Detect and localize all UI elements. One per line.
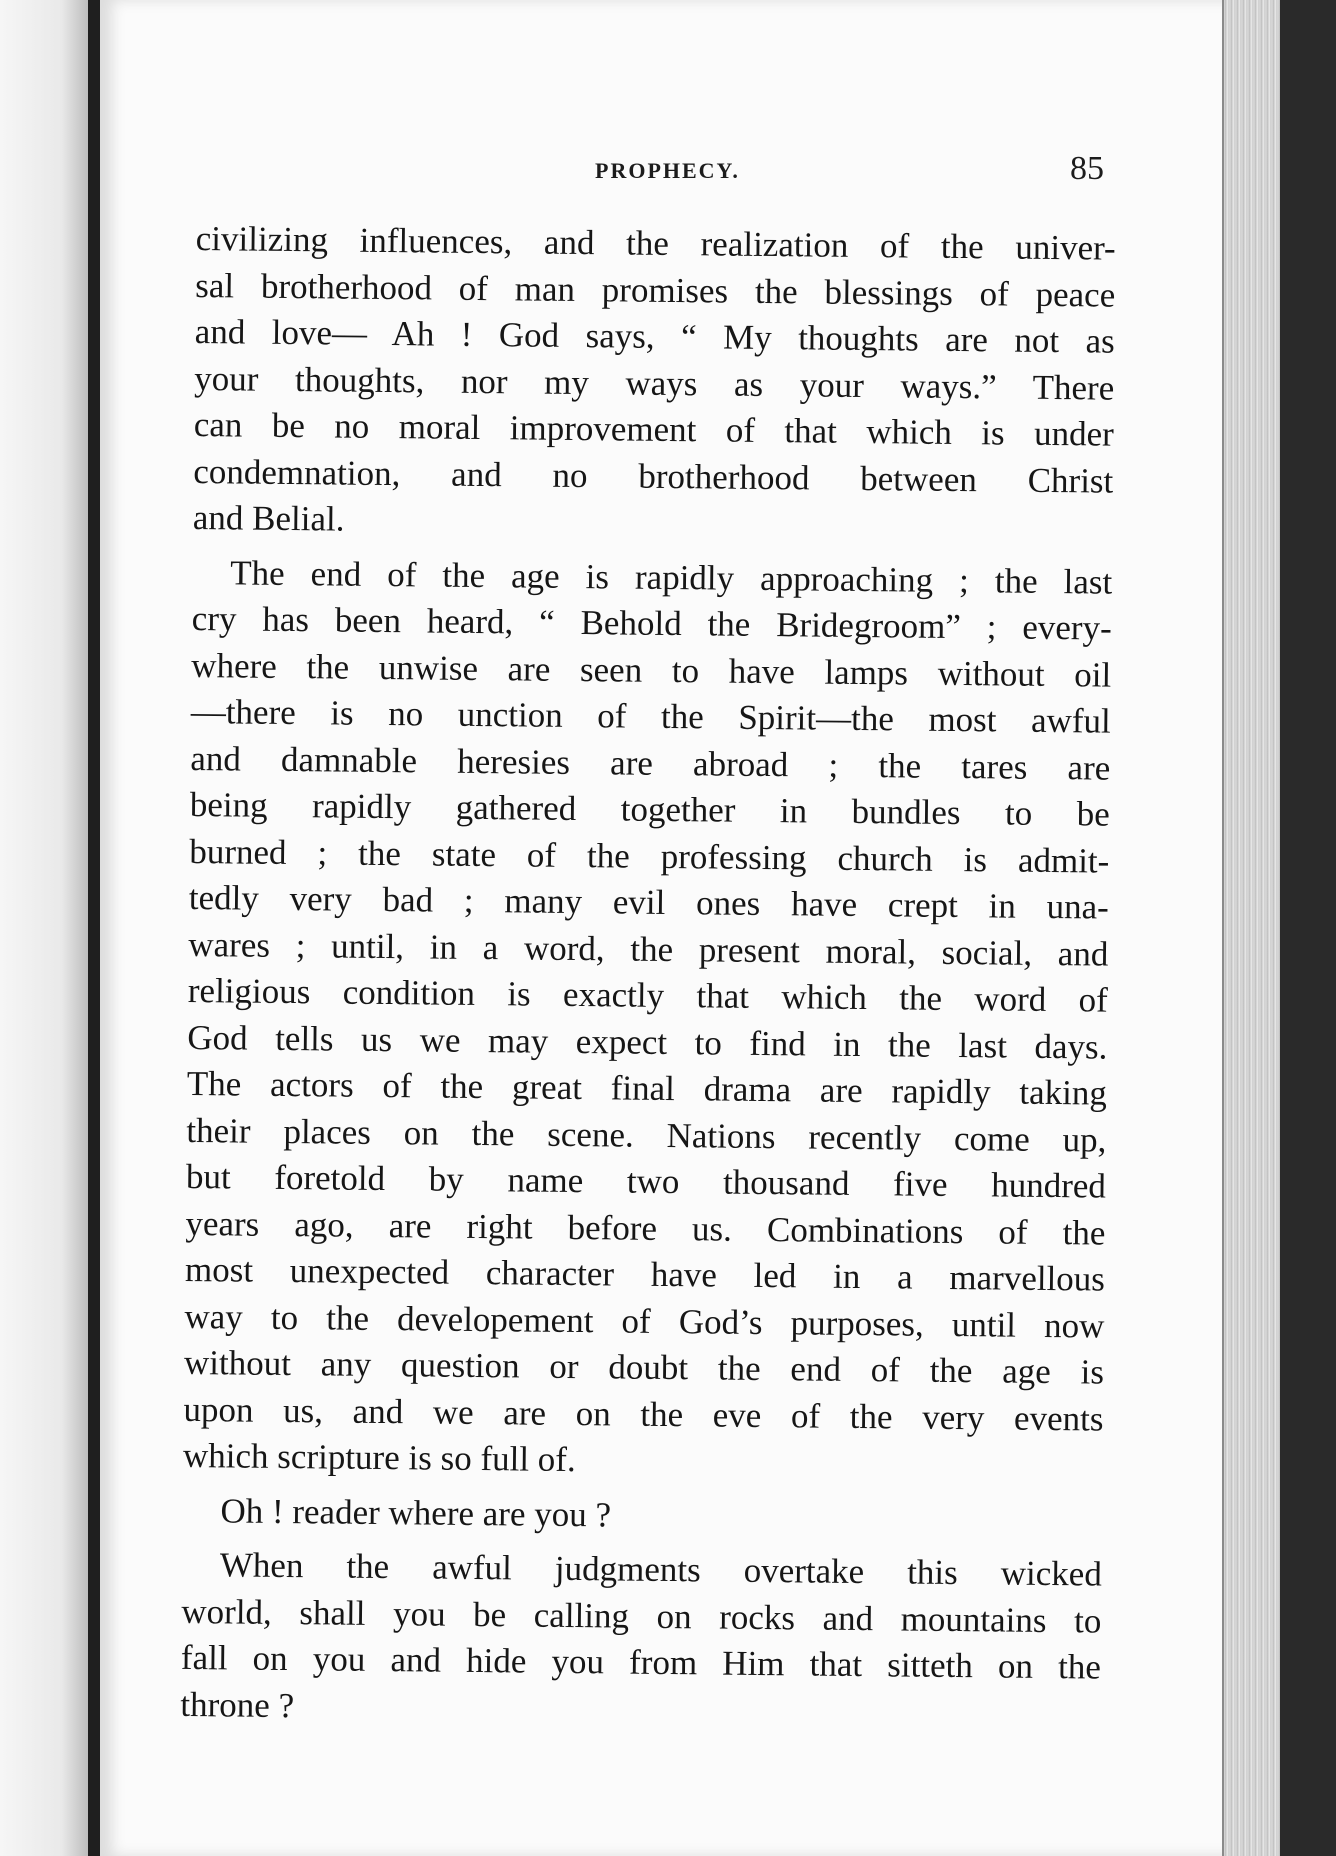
text-line: and damnable heresies are abroad ; the tares are <box>190 738 1111 788</box>
text-line: The actors of the great final drama are rapidly taking <box>186 1063 1108 1113</box>
text-line: world, shall you be calling on rocks and mountains to <box>181 1591 1102 1641</box>
text-line: upon us, and we are on the eve of the very events <box>183 1389 1104 1439</box>
text-line: and love— Ah ! God says, “ My thoughts are not as <box>194 311 1115 361</box>
text-line: years ago, are right before us. Combinations of the <box>185 1203 1106 1253</box>
text-line: without any question or doubt the end of the age is <box>183 1342 1105 1392</box>
text-line: most unexpected character have led in a marvellous <box>184 1249 1106 1299</box>
body-text <box>180 216 1116 1746</box>
text-line: The end of the age is rapidly approaching ; the last <box>230 552 1113 602</box>
paragraph <box>180 1542 1102 1738</box>
text-line: —there is no unction of the Spirit—the most awful <box>190 691 1111 741</box>
page-number: 85 <box>1070 150 1104 187</box>
text-line: Oh ! reader where are you ? <box>220 1490 612 1534</box>
running-head <box>0 150 1336 200</box>
text-line: their places on the scene. Nations recently come up, <box>186 1110 1107 1160</box>
text-line: God tells us we may expect to find in the last days. <box>187 1017 1108 1067</box>
text-line: religious condition is exactly that which the word of <box>187 970 1109 1020</box>
text-line: throne ? <box>180 1684 295 1725</box>
text-line: wares ; until, in a word, the present moral, social, and <box>188 924 1109 974</box>
text-line: which scripture is so full of. <box>182 1435 576 1480</box>
text-line: your thoughts, nor my ways as your ways.” There <box>194 358 1115 408</box>
text-line: way to the developement of God’s purposes, until now <box>184 1296 1105 1346</box>
paragraph <box>193 216 1116 551</box>
text-line: When the awful judgments overtake this wicked <box>219 1545 1103 1594</box>
text-line: and Belial. <box>192 497 345 539</box>
text-line: condemnation, and no brotherhood between Christ <box>193 451 1114 501</box>
text-line: civilizing influences, and the realization of the univer- <box>195 218 1116 268</box>
text-line: fall on you and hide you from Him that sitteth on the <box>180 1637 1102 1687</box>
text-line: where the unwise are seen to have lamps without oil <box>191 645 1112 695</box>
text-line: tedly very bad ; many evil ones have crept in una- <box>188 877 1110 927</box>
paragraph <box>183 549 1113 1489</box>
text-line: but foretold by name two thousand five hundred <box>185 1156 1107 1206</box>
text-line: can be no moral improvement of that which is under <box>193 404 1114 454</box>
paragraph <box>182 1487 1102 1543</box>
page-stack-edge <box>1222 0 1280 1856</box>
text-line: burned ; the state of the professing church is admit- <box>189 831 1110 881</box>
text-line: being rapidly gathered together in bundles to be <box>189 784 1110 834</box>
text-line: sal brotherhood of man promises the blessings of peace <box>195 265 1116 315</box>
previous-page-edge <box>0 0 88 1856</box>
text-line: cry has been heard, “ Behold the Bridegroom” ; every- <box>191 598 1112 648</box>
running-title: PROPHECY. <box>595 158 740 183</box>
